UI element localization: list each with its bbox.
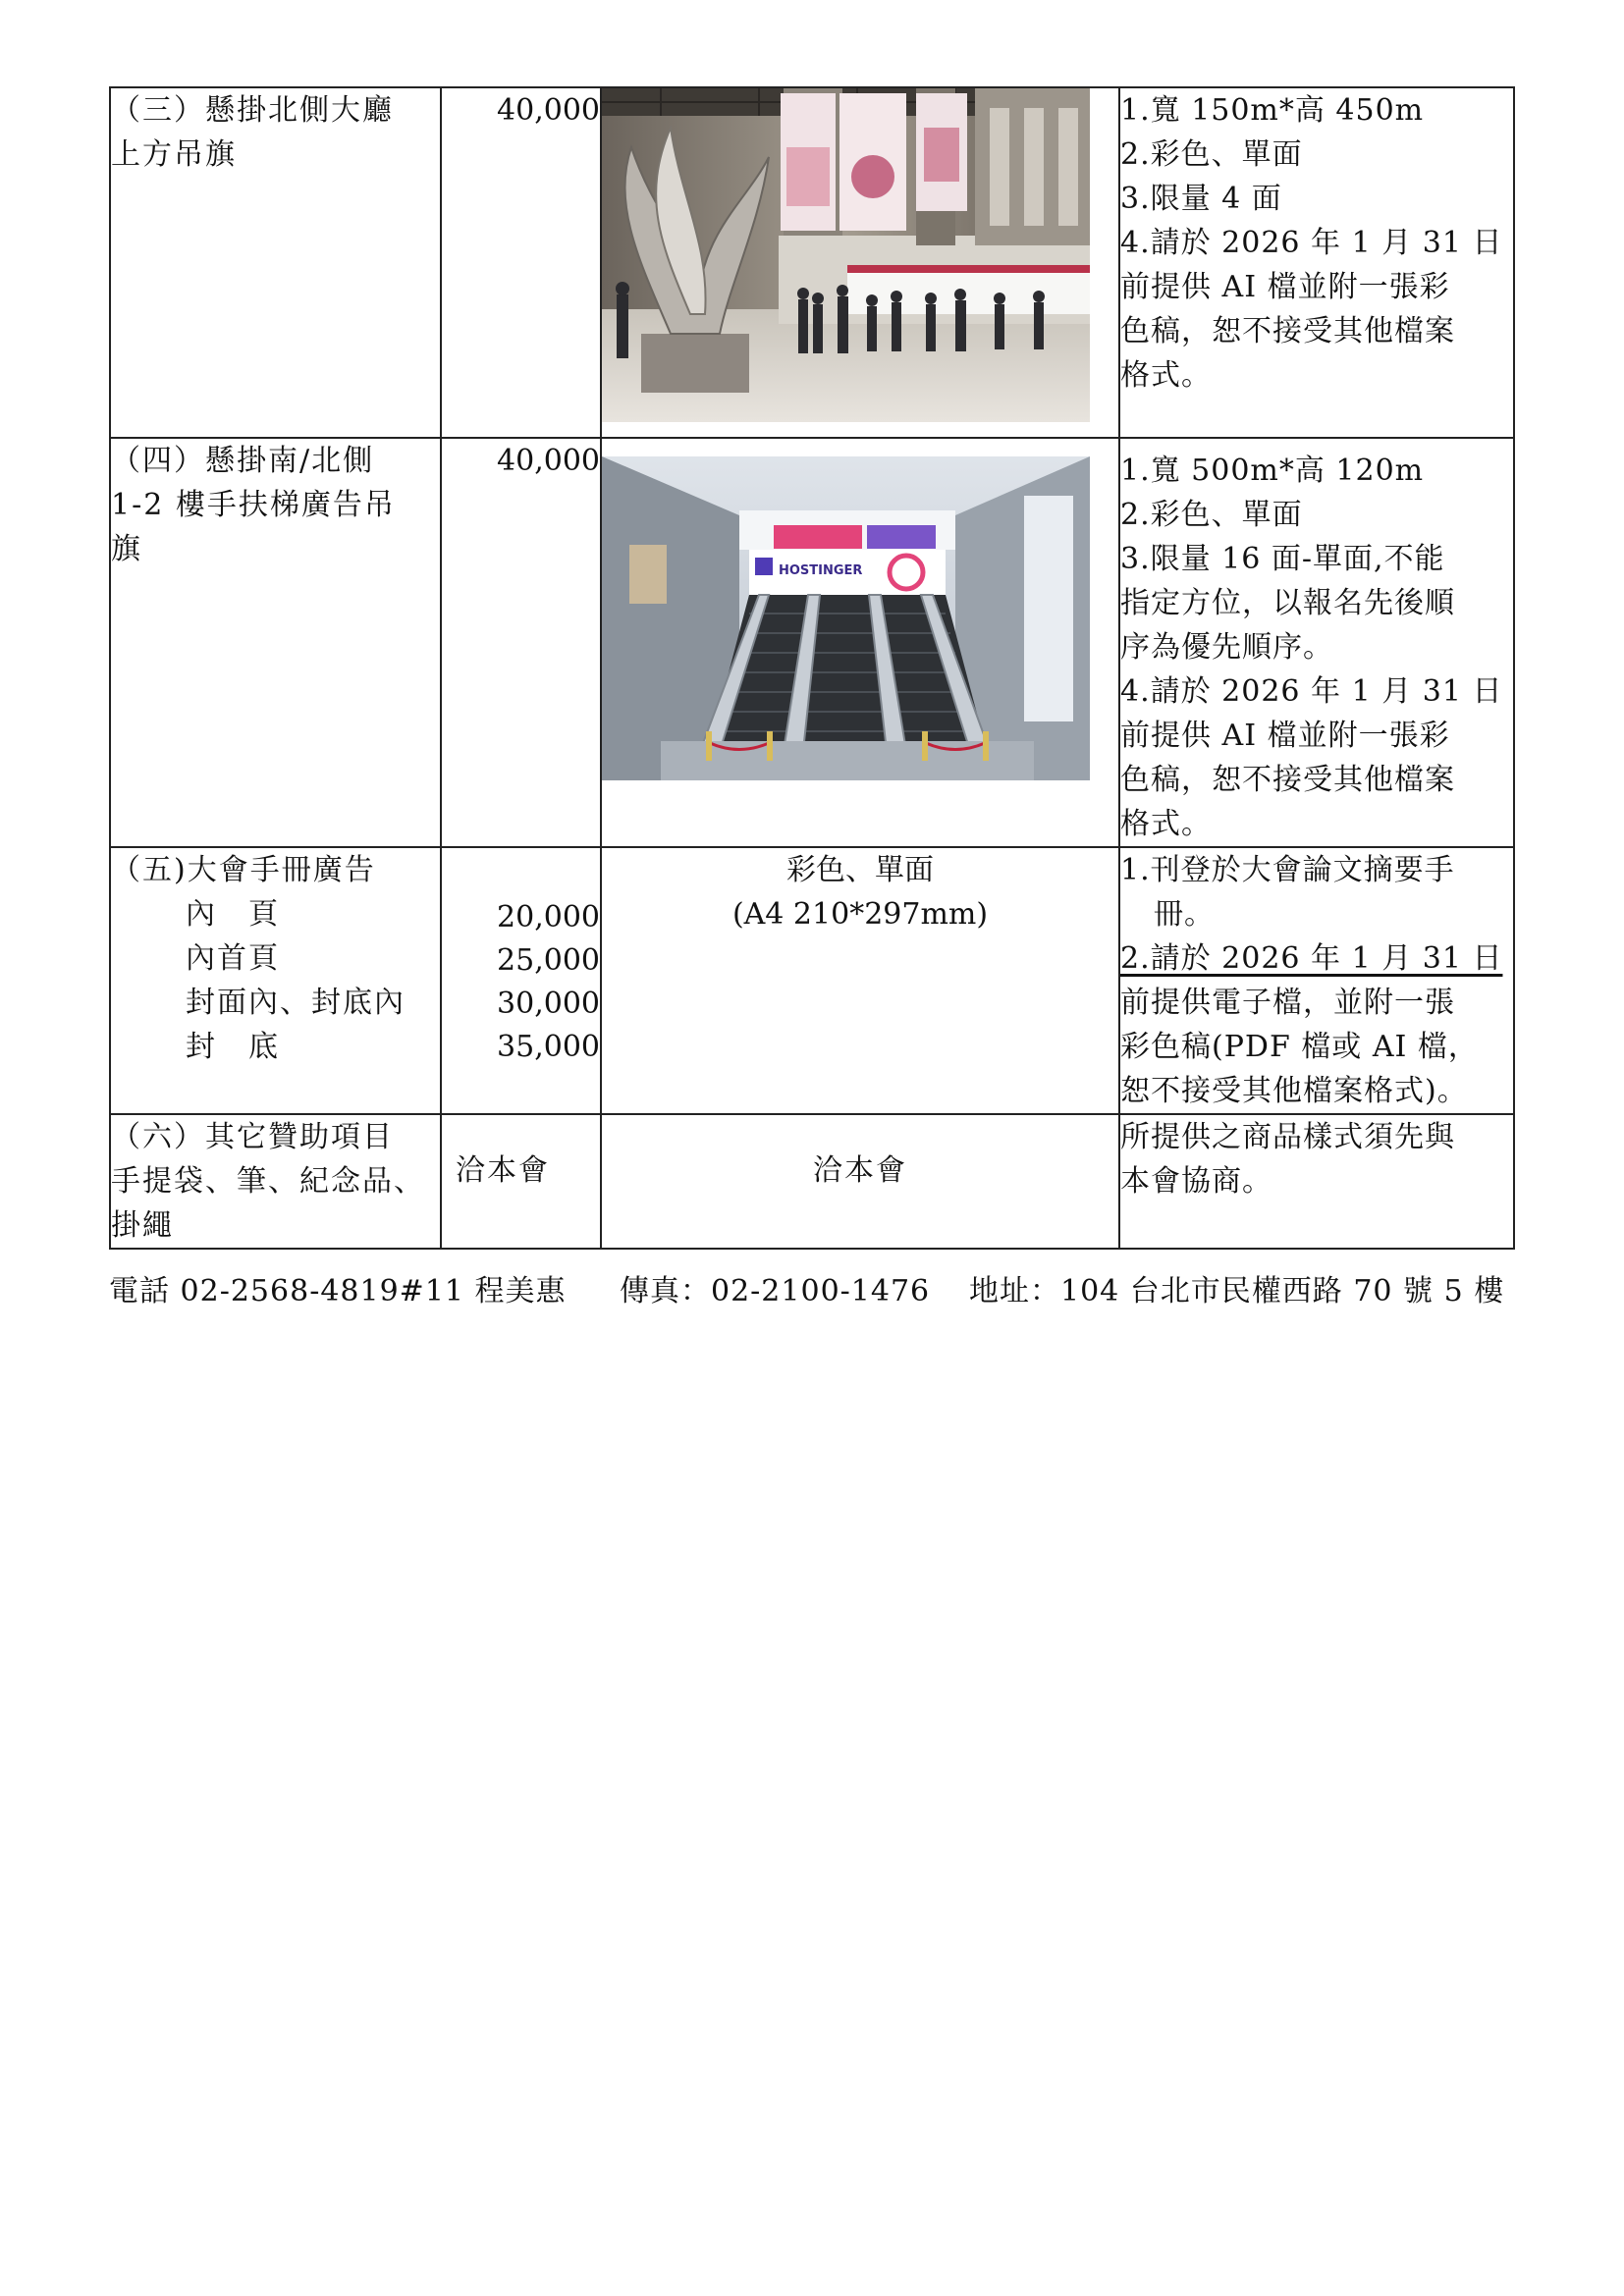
note-line: 前提供 AI 檔並附一張彩: [1120, 719, 1450, 753]
notes-cell: [1119, 87, 1514, 438]
item-name-line: 掛繩: [111, 1208, 174, 1243]
table-row: [110, 1114, 1514, 1249]
notes-cell: [1119, 847, 1514, 1114]
note-line: 冊。: [1154, 897, 1215, 932]
item-name-line: （四）懸掛南/北側: [111, 444, 375, 478]
spec-line: (A4 210*297mm): [731, 897, 989, 932]
sub-item-label: 內首頁: [186, 941, 280, 976]
footer-fax: 傳真：02-2100-1476: [620, 1274, 931, 1308]
item-name-line: （六）其它贊助項目: [111, 1120, 394, 1154]
note-line: 格式。: [1120, 807, 1212, 841]
note-line: 3.限量 4 面: [1120, 182, 1282, 216]
item-name-line: 手提袋、筆、紀念品、: [111, 1164, 425, 1199]
item-name-line: 1-2 樓手扶梯廣告吊: [111, 488, 396, 522]
spec-cell: [601, 1114, 1119, 1249]
item-name-line: 上方吊旗: [111, 137, 237, 172]
note-line: 格式。: [1120, 358, 1212, 393]
note-line: 3.限量 16 面-單面,不能: [1120, 542, 1445, 576]
note-line: 恕不接受其他檔案格式)。: [1120, 1074, 1468, 1108]
footer-address: 地址：104 台北市民權西路 70 號 5 樓: [969, 1274, 1505, 1308]
item-name-line: （三）懸掛北側大廳: [111, 93, 394, 128]
spec-cell: [601, 847, 1119, 1114]
escalator-banner-photo: [602, 456, 1090, 780]
sub-item-label: 封面內、封底內: [186, 986, 406, 1020]
sponsorship-table: [109, 86, 1515, 1250]
sub-item-label: 內 頁: [186, 897, 280, 932]
note-line: 2.彩色、單面: [1120, 137, 1303, 172]
note-line: 2.彩色、單面: [1120, 498, 1303, 532]
item-name-line: （五)大會手冊廣告: [111, 853, 376, 887]
note-line: 1.寬 500m*高 120m: [1120, 454, 1425, 488]
item-name-cell: [110, 438, 441, 847]
item-name-cell: [110, 847, 441, 1114]
spec-line: 彩色、單面: [786, 853, 934, 887]
spec-text: 洽本會: [813, 1153, 907, 1188]
note-line: 1.刊登於大會論文摘要手: [1120, 853, 1455, 887]
price-cell: 40,000: [441, 87, 601, 438]
hall-banner-photo: [602, 88, 1090, 422]
price-cell: 40,000: [441, 438, 601, 847]
table-row: [110, 87, 1514, 438]
note-line: 指定方位，以報名先後順: [1120, 586, 1455, 620]
note-line: 所提供之商品樣式須先與: [1120, 1120, 1455, 1154]
footer-phone: 電話 02-2568-4819#11 程美惠: [109, 1274, 567, 1308]
note-line: 色稿，恕不接受其他檔案: [1120, 314, 1455, 348]
photo-cell: [601, 438, 1119, 847]
table-row: [110, 847, 1514, 1114]
note-line: 彩色稿(PDF 檔或 AI 檔，: [1120, 1030, 1479, 1064]
note-line: 色稿，恕不接受其他檔案: [1120, 763, 1455, 797]
notes-cell: [1119, 1114, 1514, 1249]
note-line: 前提供電子檔，並附一張: [1120, 986, 1455, 1020]
sub-item-label: 封 底: [186, 1030, 280, 1064]
item-name-line: 旗: [111, 532, 142, 566]
sub-item-price: 35,000: [497, 1030, 600, 1064]
sub-item-price: 25,000: [497, 943, 600, 978]
note-line: 2.請於 2026 年 1 月 31 日: [1120, 941, 1503, 976]
note-line: 1.寬 150m*高 450m: [1120, 93, 1425, 128]
banner-brand-text: HOSTINGER: [779, 563, 863, 578]
sponsorship-sheet: [109, 86, 1513, 1250]
note-line: 4.請於 2026 年 1 月 31 日: [1120, 674, 1503, 709]
sub-item-price: 20,000: [497, 900, 600, 934]
price-text: 洽本會: [456, 1153, 550, 1188]
notes-cell: [1119, 438, 1514, 847]
item-name-cell: [110, 87, 441, 438]
price-cell: [441, 1114, 601, 1249]
photo-cell: [601, 87, 1119, 438]
note-line: 4.請於 2026 年 1 月 31 日: [1120, 226, 1503, 260]
table-row: [110, 438, 1514, 847]
item-name-cell: [110, 1114, 441, 1249]
price-cell: [441, 847, 601, 1114]
note-line: 序為優先順序。: [1120, 630, 1333, 665]
note-line: 前提供 AI 檔並附一張彩: [1120, 270, 1450, 304]
sub-item-price: 30,000: [497, 987, 600, 1021]
note-line: 本會協商。: [1120, 1164, 1272, 1199]
